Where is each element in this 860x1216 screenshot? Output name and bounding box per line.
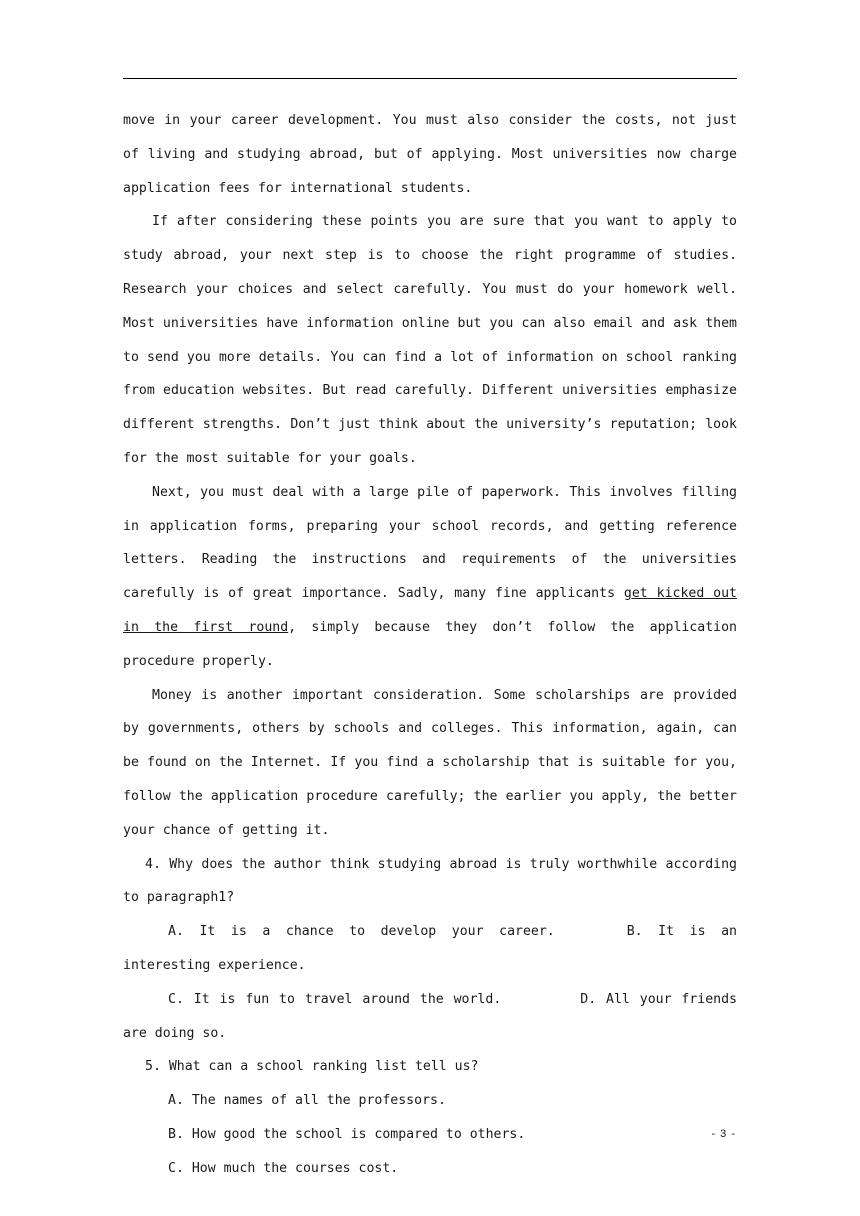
question-5-option-b: B. How good the school is compared to others. xyxy=(168,1126,526,1142)
question-4-option-d: D. All your friends are doing so. xyxy=(123,991,737,1041)
paragraph-continuation: move in your career development. You must also consider the costs, not just of living and studying abroad, but of applying. Most universities now charge application fees for international students. xyxy=(123,113,737,196)
question-5-option-c: C. How much the courses cost. xyxy=(168,1160,399,1176)
paragraph-choose-programme: If after considering these points you are sure that you want to apply to study abroad, your next step is to choose the right programme of studies. Research your choices and select carefully. You must do your homework well. Most universities have information online but you can also email and ask them to send you more details. You can find a lot of information on school ranking from education websites. But read carefully. Different universities emphasize different strengths. Don’t just think about the university’s reputation; look for the most suitable for your goals. xyxy=(123,214,737,466)
question-5-stem: 5. What can a school ranking list tell us? xyxy=(145,1059,479,1075)
paragraph-paperwork xyxy=(123,476,737,679)
question-4-option-b: B. It is an interesting experience. xyxy=(123,924,737,973)
question-5-option-a: A. The names of all the professors. xyxy=(168,1093,446,1109)
paragraph-money: Money is another important consideration. Some scholarships are provided by governments, others by schools and colleges. This information, again, can be found on the Internet. If you find a scholarship that is suitable for you, follow the application procedure carefully; the earlier you apply, the better your chance of getting it. xyxy=(123,687,737,838)
page-body xyxy=(123,104,737,1186)
header-rule xyxy=(123,78,737,79)
question-4-stem-text: 4. Why does the author think studying abroad is truly worthwhile according to paragraph1? xyxy=(123,856,737,906)
question-4-options-cd xyxy=(123,983,737,1051)
underlined-phrase: get kicked out in the first round xyxy=(123,586,737,635)
paperwork-text-after: , simply because they don’t follow the application procedure properly. xyxy=(123,619,737,669)
question-4-stem xyxy=(123,848,737,916)
page-number: - 3 - xyxy=(711,1128,736,1140)
question-4-options-ab xyxy=(123,915,737,983)
paperwork-text-before: Next, you must deal with a large pile of paperwork. This involves filling in application forms, preparing your school records, and getting reference letters. Reading the instructions and requirements of the universities carefully is of great importance. Sadly, many fine applicants xyxy=(123,484,737,602)
question-4-option-a: A. It is a chance to develop your career. xyxy=(168,924,555,940)
question-4-option-c: C. It is fun to travel around the world. xyxy=(168,991,502,1007)
